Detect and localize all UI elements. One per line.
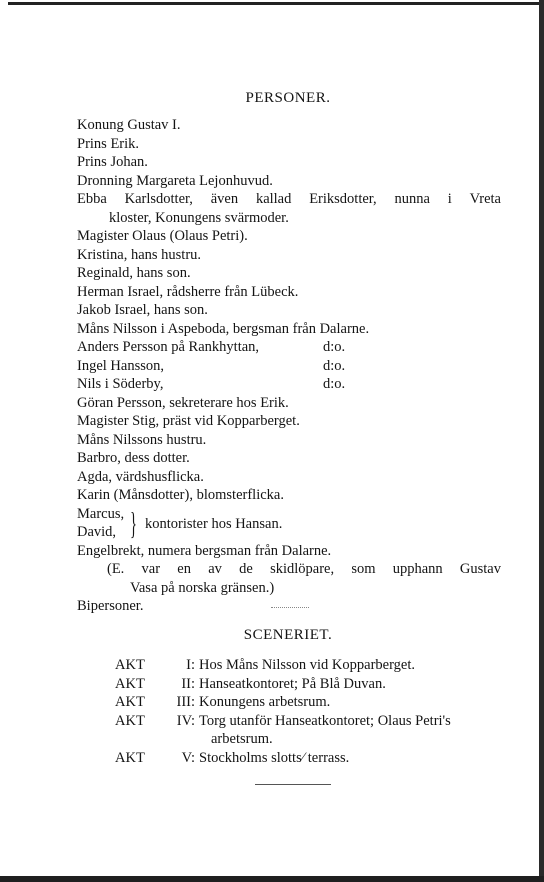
- act-setting: Konungens arbetsrum.: [199, 694, 331, 710]
- ditto-mark: d:o.: [323, 376, 346, 392]
- cast-line: Barbro, dess dotter.: [77, 450, 190, 466]
- cast-name: Ingel Hansson,: [77, 357, 164, 374]
- end-rule: [255, 784, 331, 785]
- cast-line: Magister Stig, präst vid Kopparberget.: [77, 413, 300, 429]
- brace-group-clerks: [77, 505, 507, 542]
- word: i: [447, 191, 452, 207]
- sceneriet-heading: SCENERIET.: [243, 627, 333, 643]
- cast-line: Reginald, hans son.: [77, 265, 191, 281]
- act-setting: Torg utanför Hanseatkontoret; Olaus Petri's: [199, 712, 451, 729]
- word: nunna: [394, 191, 430, 207]
- cast-line-ditto: [77, 375, 507, 394]
- word: även: [210, 191, 239, 207]
- cast-line: Agda, värdshusflicka.: [77, 468, 204, 485]
- cast-line: Jakob Israel, hans son.: [77, 302, 208, 318]
- act-label: AKT: [115, 749, 145, 766]
- word: upphann: [392, 561, 443, 577]
- word: en: [177, 561, 191, 577]
- word: skidlöpare,: [270, 561, 335, 577]
- word: Eriksdotter,: [309, 191, 377, 207]
- scan-edge-top: [8, 2, 544, 5]
- word: Vreta: [469, 191, 501, 207]
- act-number: I:: [186, 657, 195, 673]
- cast-line-bipersoner: Bipersoner.: [77, 598, 144, 614]
- act-number: III:: [176, 694, 195, 710]
- word: kallad: [255, 191, 292, 207]
- cast-line: Måns Nilssons hustru.: [77, 431, 207, 448]
- act-label: AKT: [115, 657, 145, 673]
- shared-role: kontorister hos Hansan.: [145, 515, 283, 532]
- cast-name-david: David,: [77, 523, 117, 540]
- word: de: [239, 561, 253, 577]
- cast-name-marcus: Marcus,: [77, 505, 125, 522]
- act-number: V:: [181, 749, 195, 766]
- scan-edge-bottom: [0, 876, 544, 882]
- act-setting: Hanseatkontoret; På Blå Duvan.: [199, 675, 386, 692]
- cast-line: Karin (Månsdotter), blomsterflicka.: [77, 487, 284, 503]
- word: Karlsdotter,: [124, 191, 193, 207]
- cast-line-continuation: kloster, Konungens svärmoder.: [109, 209, 289, 226]
- word: av: [208, 561, 222, 577]
- cast-name: Anders Persson på Rankhyttan,: [77, 339, 260, 355]
- word: Ebba: [77, 191, 107, 207]
- ditto-mark: d:o.: [323, 339, 346, 355]
- cast-line: Herman Israel, rådsherre från Lübeck.: [77, 283, 299, 300]
- act-setting: Stockholms slotts⁄ terrass.: [199, 749, 350, 766]
- act-number: II:: [181, 675, 195, 692]
- cast-line-ebba: [77, 190, 501, 209]
- personer-heading: PERSONER.: [245, 90, 331, 106]
- word: Gustav: [459, 561, 501, 577]
- word: var: [141, 561, 161, 577]
- cast-line: Engelbrekt, numera bergsman från Dalarne.: [77, 542, 332, 559]
- act-setting: Hos Måns Nilsson vid Kopparberget.: [199, 657, 416, 673]
- act-label: AKT: [115, 694, 145, 710]
- act-label: AKT: [115, 712, 145, 729]
- scan-edge-right: [539, 0, 544, 882]
- word: (E.: [107, 561, 125, 577]
- cast-line: Måns Nilsson i Aspeboda, bergsman från Dalarne.: [77, 320, 370, 337]
- section-divider: [271, 607, 309, 608]
- word: som: [351, 561, 376, 577]
- cast-line-ditto: [77, 357, 507, 376]
- curly-brace: }: [130, 504, 137, 541]
- cast-line: Prins Erik.: [77, 135, 140, 152]
- cast-line: Konung Gustav I.: [77, 117, 181, 133]
- act-setting: arbetsrum.: [211, 731, 273, 747]
- cast-line: Kristina, hans hustru.: [77, 246, 202, 263]
- cast-line: Magister Olaus (Olaus Petri).: [77, 228, 248, 244]
- cast-line: Dronning Margareta Lejonhuvud.: [77, 172, 273, 189]
- cast-line-ditto: [77, 338, 507, 357]
- act-label: AKT: [115, 675, 145, 692]
- cast-name: Nils i Söderby,: [77, 376, 164, 392]
- note-line: [77, 560, 507, 579]
- act-number: IV:: [176, 712, 195, 729]
- cast-list: [77, 116, 507, 616]
- ditto-mark: d:o.: [323, 357, 346, 374]
- cast-line: Göran Persson, sekreterare hos Erik.: [77, 394, 289, 411]
- note-line-continuation: Vasa på norska gränsen.): [130, 579, 275, 596]
- cast-line: Prins Johan.: [77, 154, 148, 170]
